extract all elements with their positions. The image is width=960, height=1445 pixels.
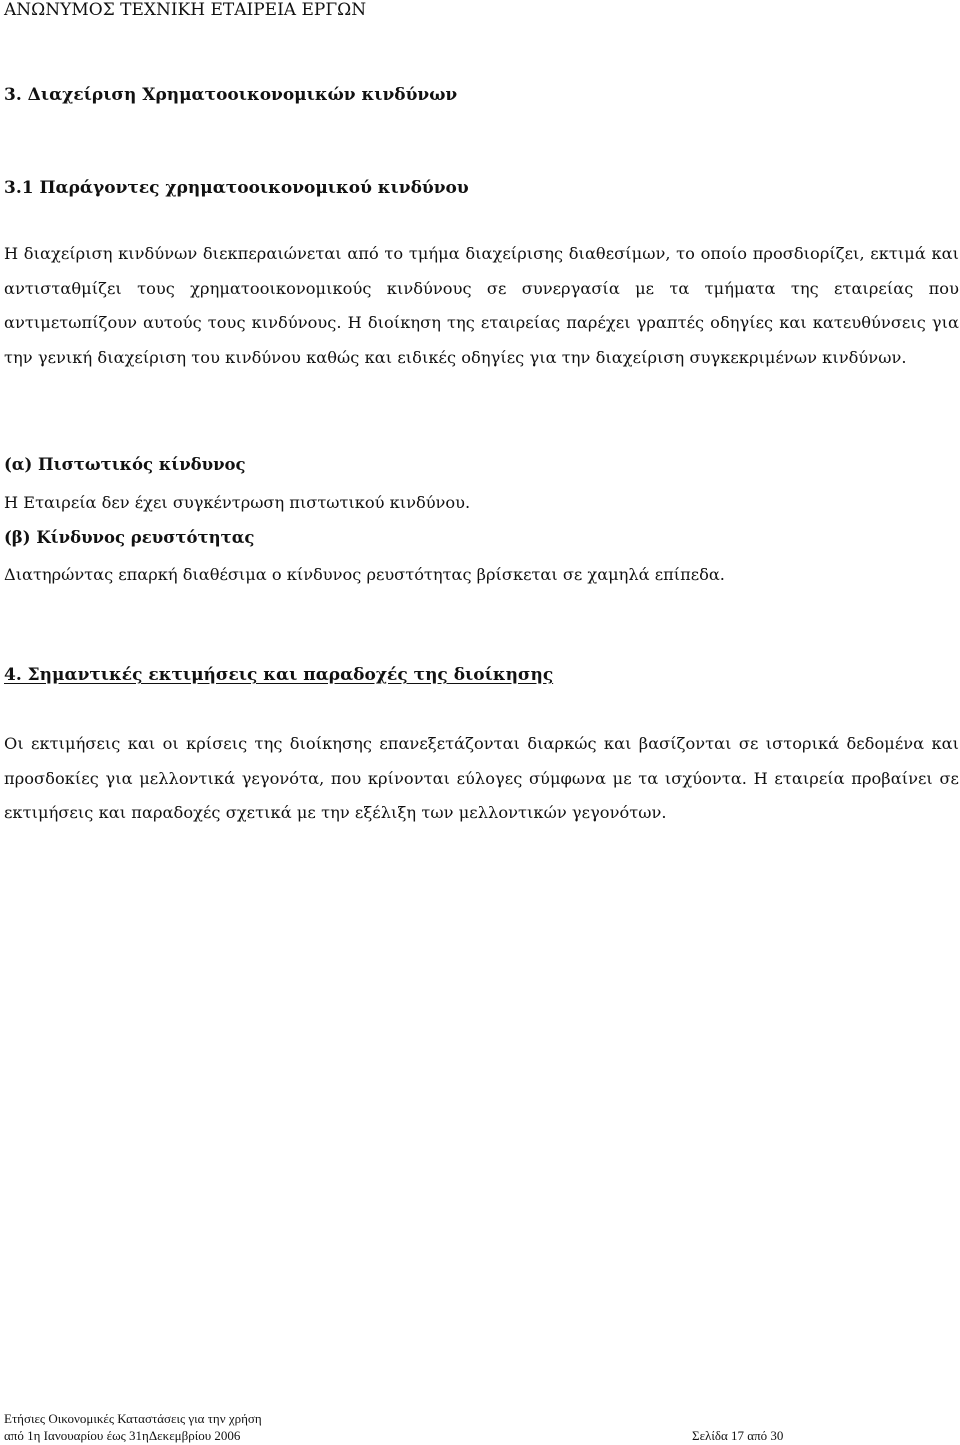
section-3-title: 3. Διαχείριση Χρηματοοικονομικών κινδύνων bbox=[4, 85, 458, 105]
footer-page-number: Σελίδα 17 από 30 bbox=[692, 1428, 784, 1443]
section-4-title: 4. Σημαντικές εκτιμήσεις και παραδοχές της διοίκησης bbox=[4, 665, 554, 685]
footer-report-title: Ετήσιες Οικονομικές Καταστάσεις για την χρήση bbox=[4, 1411, 262, 1426]
section-3-1-title: 3.1 Παράγοντες χρηματοοικονομικού κινδύνου bbox=[4, 178, 469, 198]
liquidity-risk-text: Διατηρώντας επαρκή διαθέσιμα ο κίνδυνος ρευστότητας βρίσκεται σε χαμηλά επίπεδα. bbox=[4, 565, 725, 584]
liquidity-risk-heading: (β) Κίνδυνος ρευστότητας bbox=[4, 528, 255, 547]
section-3-1-paragraph: Η διαχείριση κινδύνων διεκπεραιώνεται από το τμήμα διαχείρισης διαθεσίμων, το οποίο προσδιορίζει, εκτιμά και αντισταθμίζει τους χρηματοοικονομικούς κινδύνους σε συνεργασία με τα τμήματα της εταιρείας που αντιμετωπίζουν αυτούς τους κινδύνους. Η διοίκηση της εταιρείας παρέχει γραπτές οδηγίες και κατευθύνσεις για την γενική διαχείριση του κινδύνου καθώς και ειδικές οδηγίες για την διαχείριση συγκεκριμένων κινδύνων. bbox=[4, 244, 959, 367]
company-header: ΑΝΩΝΥΜΟΣ ΤΕΧΝΙΚΗ ΕΤΑΙΡΕΙΑ ΕΡΓΩΝ bbox=[4, 0, 367, 20]
footer-period: από 1η Ιανουαρίου έως 31ηΔεκεμβρίου 2006 bbox=[4, 1428, 241, 1443]
section-4-paragraph: Οι εκτιμήσεις και οι κρίσεις της διοίκησης επανεξετάζονται διαρκώς και βασίζονται σε ιστορικά δεδομένα και προσδοκίες για μελλοντικά γεγονότα, που κρίνονται εύλογες σύμφωνα με τα ισχύοντα. Η εταιρεία προβαίνει σε εκτιμήσεις και παραδοχές σχετικά με την εξέλιξη των μελλοντικών γεγονότων. bbox=[4, 734, 959, 822]
credit-risk-text: Η Εταιρεία δεν έχει συγκέντρωση πιστωτικού κινδύνου. bbox=[4, 493, 471, 512]
credit-risk-heading: (α) Πιστωτικός κίνδυνος bbox=[4, 455, 246, 474]
